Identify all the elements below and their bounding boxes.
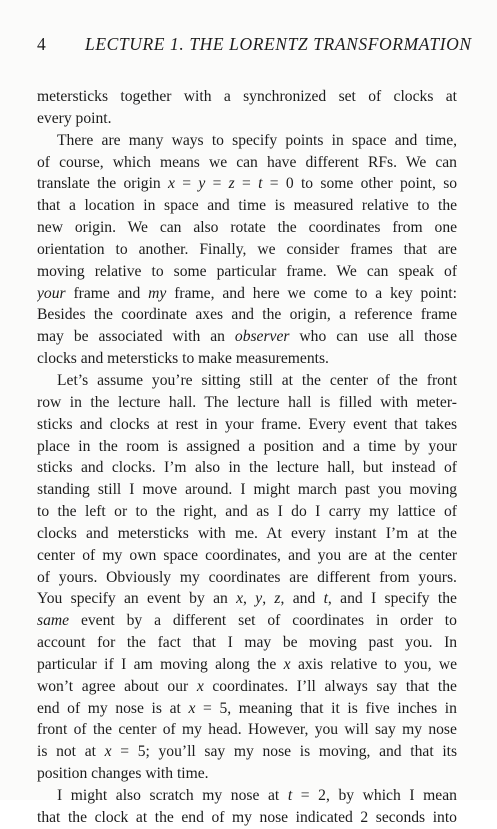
- text-line: translate the origin x = y = z = t = 0 to some other point, so: [37, 175, 457, 193]
- text-line: metersticks together with a synchronized set of clocks at: [37, 88, 457, 105]
- text-line: same event by a different set of coordinates in order to: [37, 612, 457, 630]
- text-line: is not at x = 5; you’ll say my nose is moving, and that its: [37, 743, 457, 761]
- text-line: clocks and metersticks to make measurements.: [37, 350, 329, 368]
- body-text: [37, 86, 457, 829]
- text-line: sticks and clocks. I’m also in the lecture hall, but instead of: [37, 459, 457, 477]
- text-line: may be associated with an observer who can use all those: [37, 328, 457, 346]
- text-line: standing still I move around. I might march past you moving: [37, 481, 457, 499]
- text-line: particular if I am moving along the x axis relative to you, we: [37, 655, 457, 673]
- text-line: clocks and metersticks with me. At every instant I’m at the: [37, 524, 457, 542]
- text-line: center of my own space coordinates, and you are at the center: [37, 546, 457, 564]
- text-line: You specify an event by an x, y, z, and t, and I specify the: [37, 590, 457, 608]
- text-line: row in the lecture hall. The lecture hall is filled with meter-: [37, 393, 457, 411]
- text-line: orientation to another. Finally, we consider frames that are: [37, 240, 457, 258]
- text-line: front of the center of my head. However, you will say my nose: [37, 721, 457, 739]
- text-line: position changes with time.: [37, 765, 209, 783]
- text-line: new origin. We can also rotate the coordinates from one: [37, 219, 457, 237]
- text-line: moving relative to some particular frame. We can speak of: [37, 262, 457, 280]
- text-line: Besides the coordinate axes and the origin, a reference frame: [37, 306, 457, 324]
- text-line: I might also scratch my nose at t = 2, by which I mean: [57, 787, 457, 804]
- page-number: 4: [37, 34, 47, 54]
- running-head: LECTURE 1. THE LORENTZ TRANSFORMATION: [85, 34, 472, 54]
- text-line: sticks and clocks at rest in your frame. Every event that takes: [37, 415, 457, 433]
- text-line: won’t agree about our x coordinates. I’ll always say that the: [37, 677, 457, 695]
- text-line: to the left or to the right, and as I do I carry my lattice of: [37, 503, 457, 521]
- text-line: Let’s assume you’re sitting still at the center of the front: [57, 371, 457, 389]
- text-line: your frame and my frame, and here we come to a key point:: [37, 284, 457, 302]
- text-line: end of my nose is at x = 5, meaning that it is five inches in: [37, 699, 457, 717]
- text-line: every point.: [37, 109, 112, 127]
- text-line: There are many ways to specify points in space and time,: [57, 131, 457, 149]
- text-line: place in the room is assigned a position and a time by your: [37, 437, 457, 455]
- page-header: [37, 34, 472, 58]
- text-line: that a location in space and time is measured relative to the: [37, 197, 457, 215]
- text-line: of yours. Obviously my coordinates are different from yours.: [37, 568, 457, 586]
- text-line: account for the fact that I may be moving past you. In: [37, 634, 457, 652]
- text-line: that the clock at the end of my nose indicated 2 seconds into: [37, 808, 457, 826]
- text-line: of course, which means we can have different RFs. We can: [37, 153, 457, 171]
